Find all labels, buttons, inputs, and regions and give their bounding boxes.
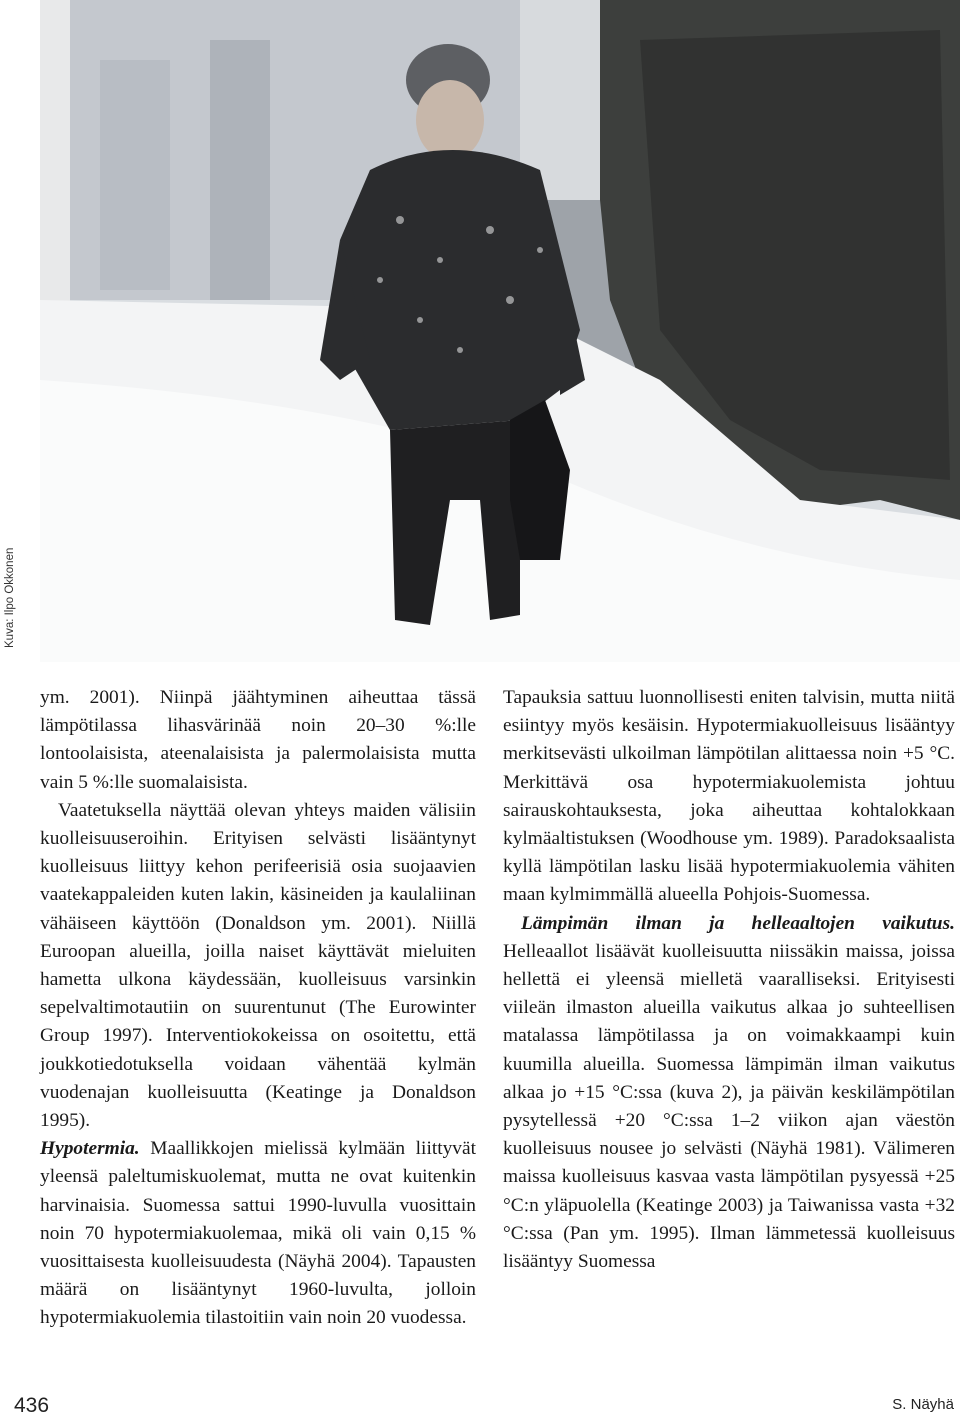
page-number: 436 [14,1394,50,1417]
photo-credit: Kuva: Ilpo Okkonen [4,547,16,648]
left-paragraph-3 [40,1135,476,1332]
left-column [40,684,476,1333]
right-paragraph-2-body: Helleaallot lisäävät kuolleisuutta niissäkin maissa, joissa hellettä ei yleensä mielletä vaaralliseksi. Erityisesti viileän ilmaston alueilla vaikutus alkaa jo suhteellisen matalassa lämpötilassa ja on voimakkaampi kuin kuumilla alueilla. Suomessa lämpimän ilman vaikutus alkaa jo +15 °C:ssa (kuva 2), ja päivän keskilämpötilan pysytellessä +20 °C:ssa 1–2 viikon ajan väestön kuolleisuus nousee jo selvästi (Näyhä 1981). Välimeren maissa kuolleisuus kasvaa vasta lämpötilan pysyessä +25 °C:n yläpuolella (Keatinge 2003) ja Taiwanissa vasta +32 °C:ssa (Pan ym. 1995). Ilman lämmetessä kuolleisuus lisääntyy Suomessa [503,940,955,1273]
author-name: S. Näyhä [892,1396,954,1413]
photo-snow-scene [40,0,960,662]
warm-air-heading: Lämpimän ilman ja helleaaltojen vaikutus. [521,912,955,934]
left-paragraph-2: Vaatetuksella näyttää olevan yhteys maiden välisiin kuolleisuuseroihin. Erityisen selvästi lisääntynyt kuolleisuus liittyy kehon perifeerisiä osia suojaavien vaatekappaleiden kuten lakin, käsineiden ja kaulaliinan vähäiseen käyttöön (Donaldson ym. 2001). Niillä Euroopan alueilla, joilla naiset käyttävät mieluiten hametta ulkona käydessään, kuolleisuus varsinkin sepelvaltimotautiin on suurentunut (The Eurowinter Group 1997). Interventiokokeissa on osoitettu, että joukkotiedotuksella voidaan vähentää kylmän vuodenajan kuolleisuutta (Keatinge ja Donaldson 1995). [40,799,476,1132]
right-column [503,684,955,1276]
snow-scene-illustration [40,0,960,662]
left-paragraph-1: ym. 2001). Niinpä jäähtyminen aiheuttaa tässä lämpötilassa lihasvärinää noin 20–30 %:lle lontoolaisista, ateenalaisista ja palermolaisista mutta vain 5 %:lle suomalaisista. [40,687,476,793]
left-paragraph-3-body: Maallikkojen mielissä kylmään liittyvät yleensä paleltumiskuolemat, mutta ne ovat kuitenkin harvinaisia. Suomessa sattui 1990-luvulla vuosittain noin 70 hypotermiakuolemaa, mikä oli vain 0,15 % vuosittaisesta kuolleisuudesta (Näyhä 2004). Tapausten määrä on lisääntynyt 1960-luvulta, jolloin hypotermiakuolemia tilastoitiin vain noin 20 vuodessa. [40,1138,476,1329]
hypotermia-heading: Hypotermia. [40,1138,140,1160]
right-paragraph-1: Tapauksia sattuu luonnollisesti eniten talvisin, mutta niitä esiintyy myös kesäisin. Hypotermiakuolleisuus lisääntyy merkitsevästi ulkoilman lämpötilan alittaessa noin +5 °C. Merkittävä osa hypotermiakuolemista johtuu sairauskohtauksesta, joka aiheuttaa kohtalokkaan kylmäaltistuksen (Woodhouse ym. 1989). Paradoksaalista kyllä lämpötilan lasku lisää hypotermiakuolemia vähiten maan kylmimmällä alueella Pohjois-Suomessa. [503,687,955,906]
right-paragraph-2 [503,910,955,1277]
